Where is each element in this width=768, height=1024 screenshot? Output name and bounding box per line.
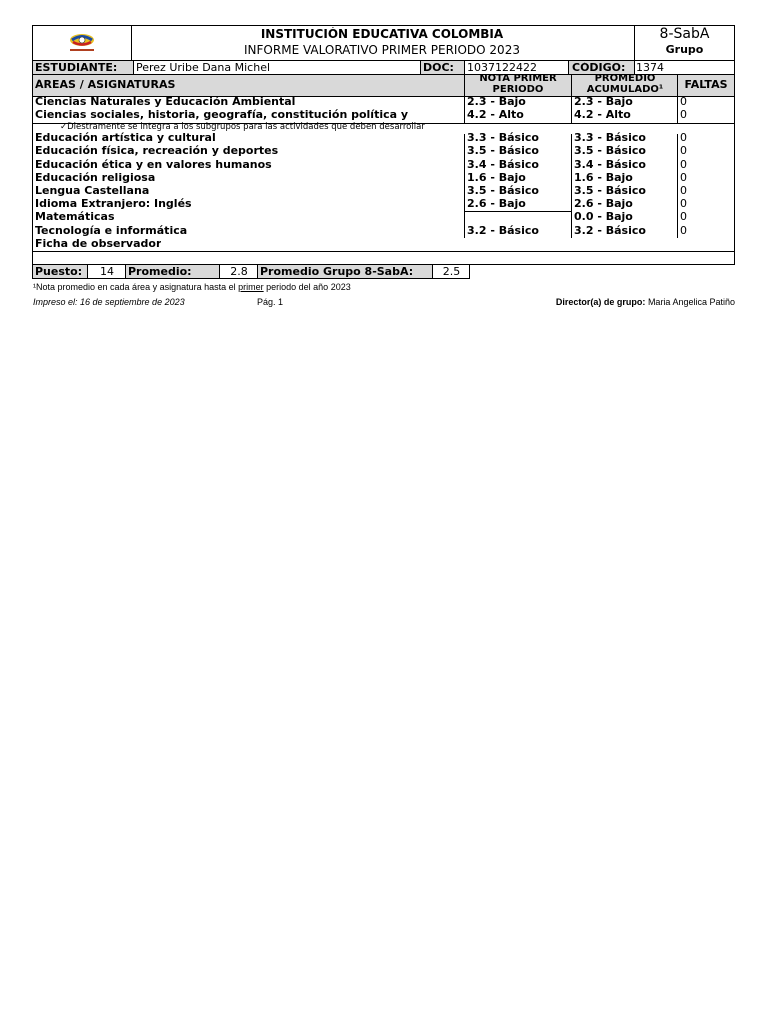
- promedio-value: 2.8: [230, 266, 248, 278]
- director-name: Maria Angelica Patiño: [647, 297, 735, 307]
- absences: 0: [680, 145, 687, 157]
- grade-promedio: 3.2 - Básico: [574, 225, 646, 237]
- grade-promedio: 4.2 - Alto: [574, 109, 631, 121]
- grade-nota: 4.2 - Alto: [467, 109, 524, 121]
- group-code: 8-SabA: [659, 26, 710, 42]
- subject-name: Ciencias Naturales y Educación Ambiental: [35, 96, 296, 108]
- col-header-promedio: PROMEDIO ACUMULADO¹: [586, 74, 664, 95]
- subject-name: Educación religiosa: [35, 172, 156, 184]
- absences: 0: [680, 159, 687, 171]
- col-header-nota: NOTA PRIMER PERIODO: [479, 74, 557, 95]
- student-name: Perez Uribe Dana Michel: [136, 62, 271, 74]
- grade-promedio: 0.0 - Bajo: [574, 211, 633, 223]
- print-date: Impreso el: 16 de septiembre de 2023: [33, 297, 185, 307]
- group-label: Grupo: [665, 44, 704, 56]
- grade-promedio: 3.5 - Básico: [574, 185, 646, 197]
- grade-promedio: 2.3 - Bajo: [574, 96, 633, 108]
- grade-nota: 1.6 - Bajo: [467, 172, 526, 184]
- absences: 0: [680, 172, 687, 184]
- grupo-label: Promedio Grupo 8-SabA:: [260, 266, 414, 278]
- subject-name: Lengua Castellana: [35, 185, 150, 197]
- subject-name: Matemáticas: [35, 211, 115, 223]
- promedio-label: Promedio:: [128, 266, 192, 278]
- observer-section-label: Ficha de observador: [35, 238, 162, 250]
- absences: 0: [680, 109, 687, 121]
- col-header-area: ÁREAS / ASIGNATURAS: [35, 79, 176, 91]
- grade-nota: 2.3 - Bajo: [467, 96, 526, 108]
- subject-name: Tecnología e informática: [35, 225, 188, 237]
- grade-promedio: 2.6 - Bajo: [574, 198, 633, 210]
- grade-nota: 2.6 - Bajo: [467, 198, 526, 210]
- footnote: [33, 281, 533, 293]
- grade-nota: 3.5 - Básico: [467, 145, 539, 157]
- subject-name: Educación física, recreación y deportes: [35, 145, 279, 157]
- footnote-underlined: primer: [238, 282, 264, 292]
- grade-nota: 3.4 - Básico: [467, 159, 539, 171]
- teacher-observation: ✓Diestramente se integra a los subgrupos para las actividades que deben desarrollar: [60, 122, 425, 132]
- grade-promedio: 3.5 - Básico: [574, 145, 646, 157]
- doc-label: DOC:: [423, 62, 454, 74]
- col-header-faltas: FALTAS: [684, 79, 728, 91]
- report-title: INFORME VALORATIVO PRIMER PERIODO 2023: [244, 43, 520, 57]
- student-code: 1374: [636, 62, 664, 74]
- grade-nota: 3.5 - Básico: [467, 185, 539, 197]
- grade-promedio: 3.3 - Básico: [574, 132, 646, 144]
- footnote-text-start: ¹Nota promedio en cada área y asignatura hasta el: [33, 282, 239, 292]
- footnote-text-end: periodo del año 2023: [263, 282, 351, 292]
- absences: 0: [680, 96, 687, 108]
- puesto-value: 14: [100, 266, 114, 278]
- absences: 0: [680, 198, 687, 210]
- institution-name: INSTITUCIÓN EDUCATIVA COLOMBIA: [260, 27, 504, 41]
- page-number: Pág. 1: [257, 297, 284, 307]
- subject-name: Educación ética y en valores humanos: [35, 159, 272, 171]
- absences: 0: [680, 132, 687, 144]
- subject-name: Ciencias sociales, historia, geografía, constitución política y: [35, 109, 409, 121]
- grupo-value: 2.5: [442, 266, 461, 278]
- student-label: ESTUDIANTE:: [35, 62, 118, 74]
- absences: 0: [680, 211, 687, 223]
- grade-promedio: 3.4 - Básico: [574, 159, 646, 171]
- grade-nota: 3.3 - Básico: [467, 132, 539, 144]
- puesto-label: Puesto:: [35, 266, 83, 278]
- code-label: CÓDIGO:: [572, 62, 626, 74]
- subject-name: Educación artística y cultural: [35, 132, 216, 144]
- grade-nota: 3.2 - Básico: [467, 225, 539, 237]
- doc-number: 1037122422: [467, 62, 537, 74]
- absences: 0: [680, 225, 687, 237]
- director-label: Director(a) de grupo:: [555, 297, 646, 307]
- subject-name: Idioma Extranjero: Inglés: [35, 198, 192, 210]
- absences: 0: [680, 185, 687, 197]
- group-director: [480, 296, 735, 308]
- grade-promedio: 1.6 - Bajo: [574, 172, 633, 184]
- school-logo: [64, 31, 100, 53]
